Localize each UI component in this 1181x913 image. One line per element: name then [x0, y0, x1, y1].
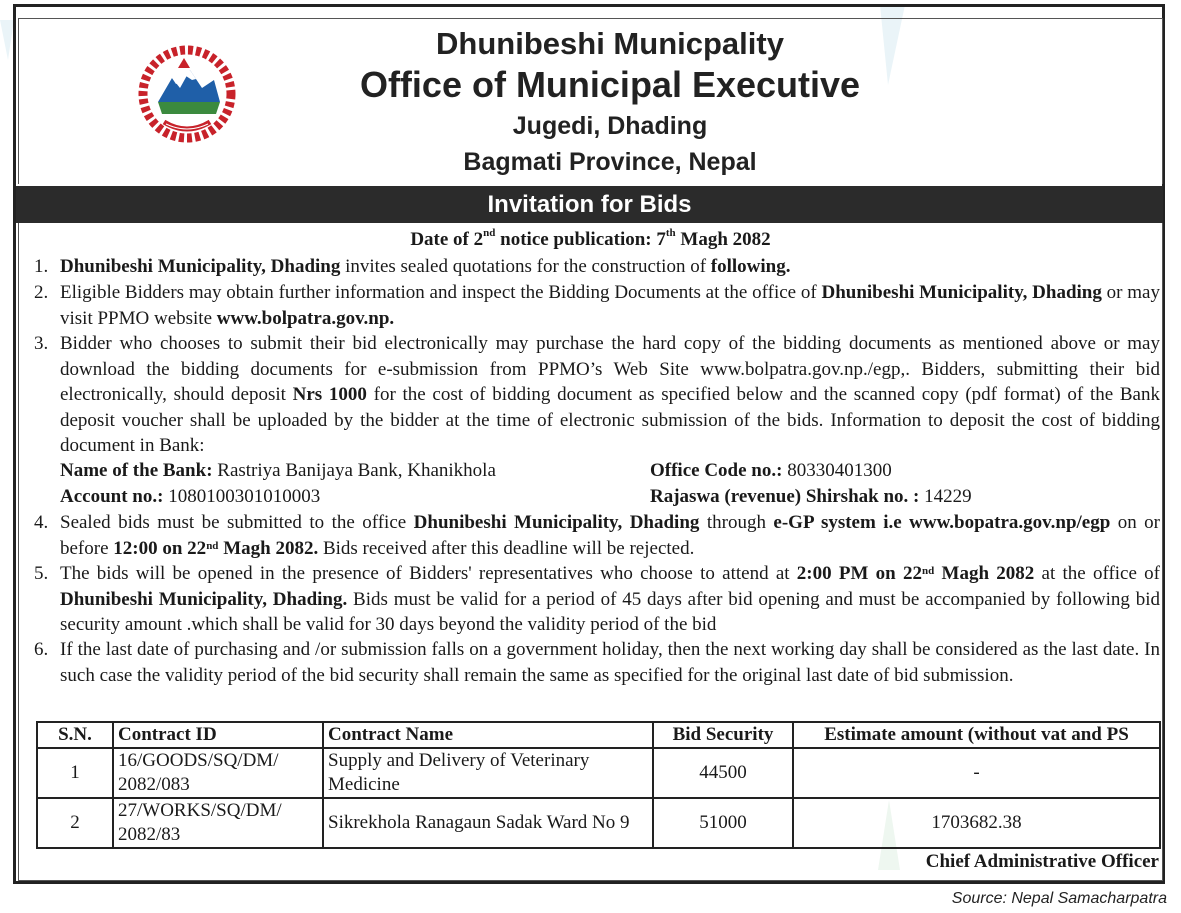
bids-table	[36, 721, 1161, 849]
signature: Chief Administrative Officer	[925, 851, 1159, 872]
table-row: 2 27/WORKS/SQ/DM/ 2082/83 Sikrekhola Ranagaun Sadak Ward No 9 51000 1703682.38	[37, 798, 1160, 848]
col-estimate: Estimate amount (without vat and PS	[793, 722, 1160, 748]
account-number: Account no.: 1080100301010003	[60, 486, 321, 507]
list-item: 2. Eligible Bidders may obtain further information and inspect the Bidding Documents at the office of Dhunibeshi Municipality, Dhading or may visit PPMO website www.bolpatra.gov.np.	[34, 282, 1160, 329]
municipality-name: Dhunibeshi Municpality	[436, 26, 784, 61]
col-contract-id: Contract ID	[113, 722, 323, 748]
office-name: Office of Municipal Executive	[359, 64, 861, 105]
list-item: 5. The bids will be opened in the presence of Bidders' representatives who choose to attend at 2:00 PM on 22nd Magh 2082 at the office of Dhunibeshi Municipality, Dhading. Bids must be valid for a period of 45 days after bid opening and must be accompanied by following bid security amount .which shall be valid for 30 days beyond the validity period of the bid	[34, 563, 1160, 636]
list-item: 1. Dhunibeshi Municipality, Dhading invites sealed quotations for the construction of following.	[34, 256, 791, 277]
nepal-emblem-icon	[128, 44, 246, 144]
table-row: 1 16/GOODS/SQ/DM/ 2082/083 Supply and Delivery of Veterinary Medicine 44500 -	[37, 748, 1160, 798]
col-sn: S.N.	[37, 722, 113, 748]
list-item: 3. Bidder who chooses to submit their bid electronically may purchase the hard copy of the bidding documents as mentioned above or may download the bidding documents for e-submission from PPMO’s Web Site www.bolpatra.gov.np./egp,. Bidders, submitting their bid electronically, should deposit Nrs 1000 for the cost of bidding document as specified below and the scanned copy (pdf format) of the Bank deposit voucher shall be uploaded by the bidder at the time of electronic submission of the bids. Information to deposit the cost of bidding document in Bank:	[34, 333, 1160, 457]
list-item: 4. Sealed bids must be submitted to the office Dhunibeshi Municipality, Dhading through e-GP system i.e www.bopatra.gov.np/egp on or before 12:00 on 22nd Magh 2082. Bids received after this deadline will be rejected.	[34, 512, 1161, 559]
list-item: 6. If the last date of purchasing and /or submission falls on a government holiday, then the next working day shall be considered as the last date. In such case the validity period of the bid security shall remain the same as specified for the original last date of bid submission.	[34, 639, 1160, 686]
rajaswa-number: Rajaswa (revenue) Shirshak no. : 14229	[650, 486, 972, 507]
office-code: Office Code no.: 80330401300	[650, 460, 892, 481]
location: Jugedi, Dhading	[512, 112, 708, 140]
notice-date: Date of 2nd notice publication: 7th Magh 2082	[410, 227, 771, 250]
bank-name: Name of the Bank: Rastriya Banijaya Bank, Khanikhola	[60, 460, 496, 481]
province: Bagmati Province, Nepal	[463, 148, 757, 176]
invitation-banner: Invitation for Bids	[16, 186, 1163, 223]
col-contract-name: Contract Name	[323, 722, 653, 748]
table-header-row	[37, 722, 1160, 748]
source-credit: Source: Nepal Samacharpatra	[951, 890, 1167, 907]
col-bid-security: Bid Security	[653, 722, 793, 748]
